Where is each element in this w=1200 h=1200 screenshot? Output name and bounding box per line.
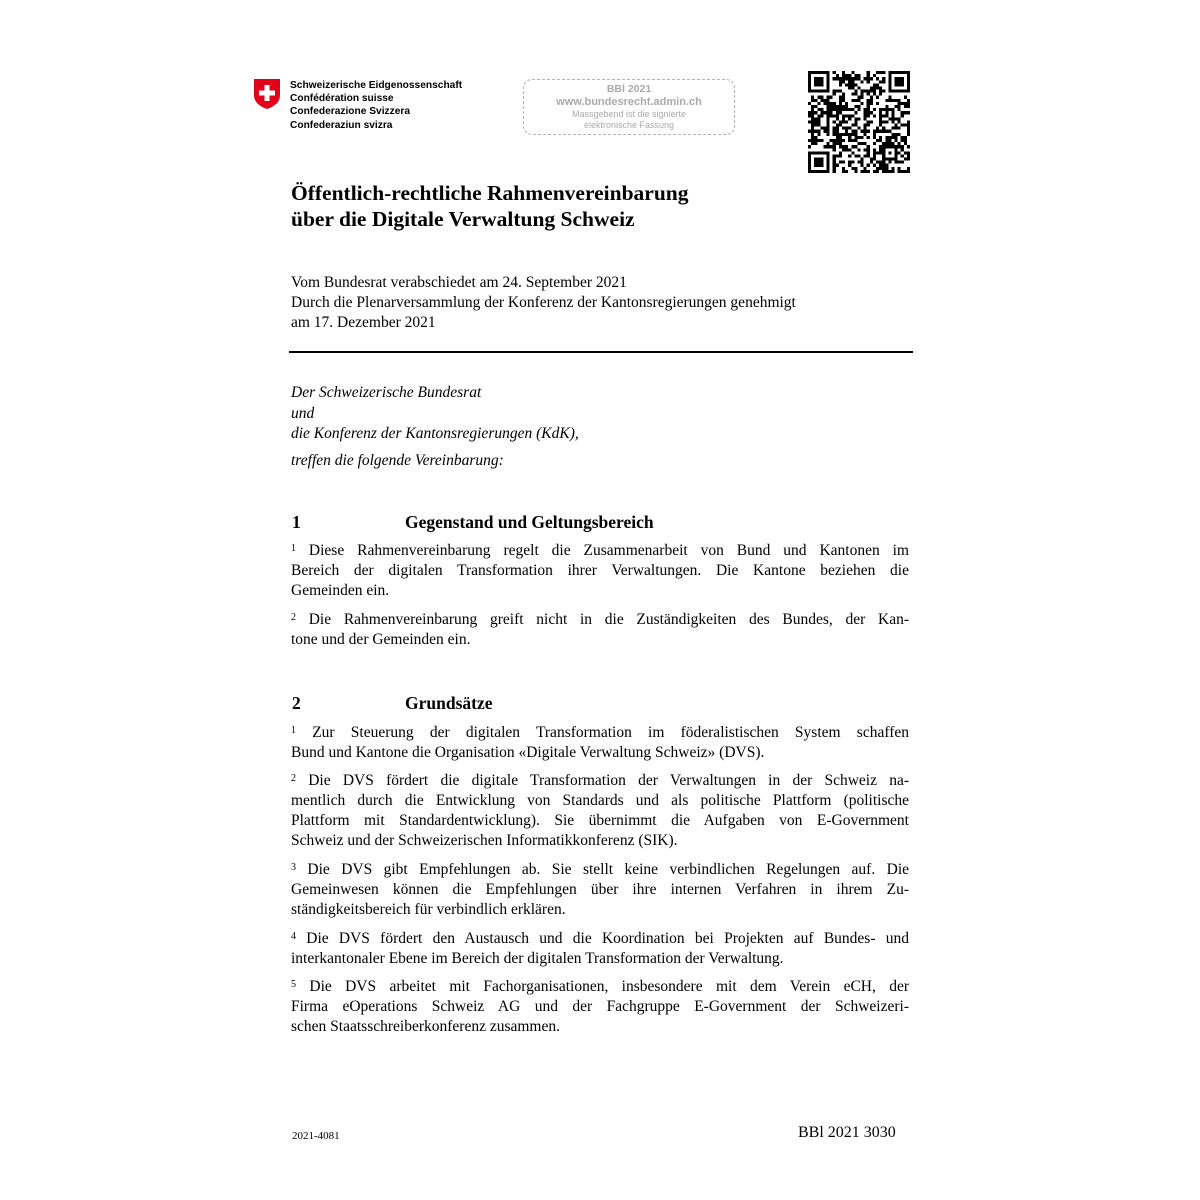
paragraph-number: 2 (291, 612, 296, 623)
paragraph-line: mentlich durch die Entwicklung von Standards und als politische Plattform (politische (291, 792, 909, 809)
paragraph-number: 3 (291, 862, 296, 873)
document-number: 2021-4081 (292, 1130, 340, 1142)
confederation-names (290, 79, 462, 132)
stamp-bbl: BBl 2021 (606, 83, 652, 95)
section-1-number: 1 (292, 512, 301, 532)
swiss-coat-of-arms-icon (253, 78, 281, 110)
paragraph-line: Firma eOperations Schweiz AG und der Fachgruppe E-Government der Schweizeri- (291, 998, 909, 1015)
qr-code-icon (808, 71, 910, 173)
agreement-intro: treffen die folgende Vereinbarung: (291, 451, 504, 469)
party-federal-council: Der Schweizerische Bundesrat (291, 384, 482, 401)
paragraph-line: $^2$ Die Rahmenvereinbarung greift nicht in die Zuständigkeiten des Bundes, der Kan- (291, 611, 910, 628)
section-1-title: Gegenstand und Geltungsbereich (405, 512, 654, 532)
paragraph-line: $^2$ Die DVS fördert die digitale Transformation der Verwaltungen in der Schweiz na- (291, 772, 910, 789)
section-2-paragraph-3 (291, 860, 909, 920)
adoption-line-3: am 17. Dezember 2021 (291, 314, 436, 331)
paragraph-line: Schweiz und der Schweizerischen Informatikkonferenz (SIK). (291, 832, 678, 849)
section-2-number: 2 (292, 693, 301, 713)
horizontal-divider (289, 351, 913, 353)
paragraph-number: 1 (291, 543, 296, 554)
adoption-info (291, 273, 796, 333)
section-1-paragraph-2 (291, 610, 909, 650)
document-title (291, 180, 689, 232)
paragraph-line: $^1$ Diese Rahmenvereinbarung regelt die Zusammenarbeit von Bund und Kantonen im (291, 542, 909, 559)
confed-rm: Confederaziun svizra (290, 119, 393, 131)
paragraph-line: interkantonaler Ebene im Bereich der digitalen Transformation der Verwaltung. (291, 950, 784, 967)
paragraph-line: schen Staatsschreiberkonferenz zusammen. (291, 1018, 560, 1035)
paragraph-line: Plattform mit Standardentwicklung). Sie übernimmt die Aufgaben von E-Government (291, 812, 909, 829)
stamp-url[interactable]: www.bundesrecht.admin.ch (556, 96, 702, 108)
title-line-2: über die Digitale Verwaltung Schweiz (291, 207, 635, 231)
bbl-reference: BBl 2021 3030 (798, 1124, 896, 1141)
title-line-1: Öffentlich-rechtliche Rahmenvereinbarung (291, 181, 689, 205)
paragraph-line: Bund und Kantone die Organisation «Digitale Verwaltung Schweiz» (DVS). (291, 744, 765, 761)
section-2-title: Grundsätze (405, 693, 493, 713)
stamp-note-1: Massgebend ist die signierte (571, 109, 687, 119)
party-kdk: die Konferenz der Kantonsregierungen (KdK), (291, 425, 579, 442)
publication-stamp (523, 79, 735, 135)
paragraph-line: $^3$ Die DVS gibt Empfehlungen ab. Sie stellt keine verbindlichen Regelungen auf. Die (291, 861, 909, 878)
section-2-paragraph-5 (291, 977, 909, 1037)
confed-it: Confederazione Svizzera (290, 106, 411, 118)
paragraph-line: Gemeinwesen können die Empfehlungen über ihre internen Verfahren in ihrem Zu- (291, 881, 909, 898)
paragraph-line: tone und der Gemeinden ein. (291, 631, 471, 648)
paragraph-line: ständigkeitsbereich für verbindlich erklären. (291, 901, 566, 918)
cross-horizontal (259, 91, 275, 96)
paragraph-number: 2 (291, 773, 296, 784)
paragraph-number: 4 (291, 931, 296, 942)
paragraph-number: 1 (291, 725, 296, 736)
section-2-paragraph-4 (291, 929, 909, 969)
paragraph-line: $^4$ Die DVS fördert den Austausch und die Koordination bei Projekten auf Bundes- und (291, 930, 909, 947)
section-2-paragraph-1 (291, 723, 909, 763)
contracting-parties (291, 383, 579, 471)
adoption-line-1: Vom Bundesrat verabschiedet am 24. September 2021 (291, 274, 627, 291)
confed-de: Schweizerische Eidgenossenschaft (290, 80, 463, 91)
paragraph-line: Gemeinden ein. (291, 582, 390, 599)
party-and: und (291, 404, 315, 422)
stamp-note-2: elektronische Fassung (583, 120, 675, 130)
section-2-paragraph-2 (291, 771, 909, 851)
paragraph-line: Bereich der digitalen Transformation ihrer Verwaltungen. Die Kantone beziehen die (291, 562, 909, 579)
paragraph-number: 5 (291, 979, 296, 990)
adoption-line-2: Durch die Plenarversammlung der Konferenz der Kantonsregierungen genehmigt (291, 294, 796, 311)
section-1-paragraph-1 (291, 541, 909, 601)
paragraph-line: $^5$ Die DVS arbeitet mit Fachorganisationen, insbesondere mit dem Verein eCH, der (291, 978, 910, 995)
paragraph-line: $^1$ Zur Steuerung der digitalen Transformation im föderalistischen System schaffen (291, 724, 909, 741)
confed-fr: Confédération suisse (290, 93, 394, 105)
